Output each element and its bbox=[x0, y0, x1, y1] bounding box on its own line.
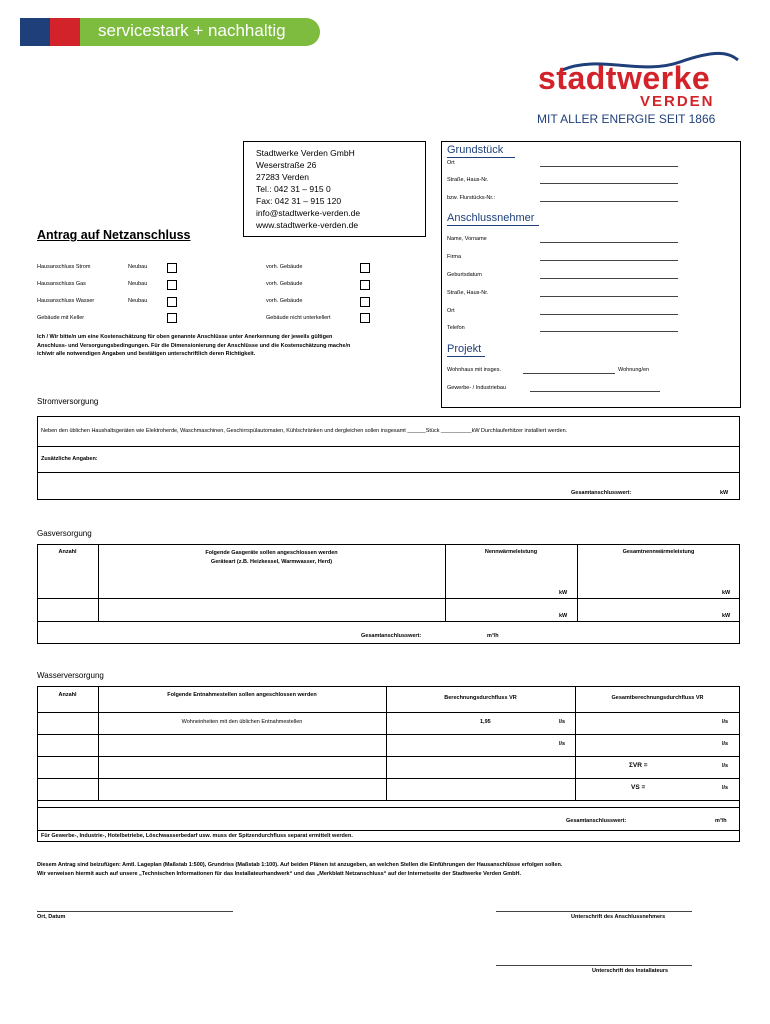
field-ort[interactable] bbox=[540, 166, 678, 167]
wasser-row1-text: Wohneinheiten mit den üblichen Entnahmestellen bbox=[181, 719, 303, 725]
logo-tagline: MIT ALLER ENERGIE SEIT 1866 bbox=[537, 112, 716, 126]
label-firma: Firma bbox=[447, 254, 462, 260]
address-box bbox=[243, 141, 426, 237]
label-nicht-unterkellert: Gebäude nicht unterkellert bbox=[266, 315, 331, 321]
wasser-sum-vr: ΣVR = bbox=[629, 762, 648, 769]
checkbox-wasser-vorh[interactable] bbox=[360, 297, 370, 307]
strom-row-divider bbox=[37, 446, 740, 447]
wasser-row-divider bbox=[37, 778, 740, 779]
field-geburtsdatum[interactable] bbox=[540, 278, 678, 279]
heading-underline bbox=[447, 356, 485, 357]
wasser-row-divider bbox=[37, 800, 740, 801]
wasser-row-divider bbox=[37, 830, 740, 831]
label-ort-an: Ort bbox=[447, 308, 455, 314]
label-strasse: Straße, Haus-Nr. bbox=[447, 177, 489, 183]
intro-text bbox=[37, 333, 350, 359]
intro-line: Ich / Wir bitte/n um eine Kostenschätzung für oben genannte Anschlüsse unter Anerkennung der jeweils gültigen bbox=[37, 334, 333, 340]
gas-row-divider bbox=[37, 621, 740, 622]
label-strom: Hausanschluss Strom bbox=[37, 264, 91, 270]
gas-row-divider bbox=[37, 598, 740, 599]
label-wohnhaus: Wohnhaus mit insges. bbox=[447, 367, 502, 373]
label-ort: Ort bbox=[447, 160, 455, 166]
gas-gesamt-label: Gesamtanschlusswert: bbox=[361, 633, 422, 639]
gas-heading: Gasversorgung bbox=[37, 529, 92, 538]
label-telefon: Telefon bbox=[447, 325, 465, 331]
label-strasse-an: Straße, Haus-Nr. bbox=[447, 290, 489, 296]
address-line: info@stadtwerke-verden.de bbox=[256, 208, 361, 218]
label-keller: Gebäude mit Keller bbox=[37, 315, 85, 321]
heading-underline bbox=[447, 157, 515, 158]
address-line: 27283 Verden bbox=[256, 172, 309, 182]
attachments-line: Diesem Antrag sind beizufügen: Amtl. Lageplan (Maßstab 1:500), Grundriss (Maßstab 1:100). Auf beiden Plänen ist anzugeben, an welchen Stellen die Einführungen der Hausanschlüsse erfolgen sollen. bbox=[37, 862, 563, 868]
attachments-note bbox=[37, 861, 562, 879]
gas-unit-kw: kW bbox=[559, 590, 568, 596]
logo-stadtwerke: stadtwerke bbox=[538, 60, 711, 96]
wasser-footnote: Für Gewerbe-, Industrie-, Hotelbetriebe, Löschwasserbedarf usw. muss der Spitzendurchfluss separat ermittelt werden. bbox=[41, 833, 353, 839]
gas-unit-kw: kW bbox=[722, 613, 731, 619]
wasser-row-divider bbox=[37, 734, 740, 735]
heading-underline bbox=[447, 225, 539, 226]
wasser-heading: Wasserversorgung bbox=[37, 671, 104, 680]
wasser-col-divider bbox=[98, 686, 99, 800]
strom-unit: kW bbox=[720, 490, 729, 496]
wasser-row-divider bbox=[37, 807, 740, 808]
label-gas: Hausanschluss Gas bbox=[37, 281, 86, 287]
gas-col-divider bbox=[445, 544, 446, 621]
projekt-heading: Projekt bbox=[447, 343, 482, 355]
label-ort-datum: Ort, Datum bbox=[37, 914, 66, 920]
wasser-col-divider bbox=[386, 686, 387, 800]
address-line: Fax: 042 31 – 915 120 bbox=[256, 196, 342, 206]
wasser-col-gesamt-vr: Gesamtberechnungsdurchfluss VR bbox=[611, 695, 704, 701]
gas-col-nenn: Nennwärmeleistung bbox=[484, 549, 538, 555]
logo-verden: VERDEN bbox=[640, 93, 715, 110]
address-line: Stadtwerke Verden GmbH bbox=[256, 148, 355, 158]
signature-line-ort-datum[interactable] bbox=[37, 911, 233, 912]
strom-gesamt-label: Gesamtanschlusswert: bbox=[571, 490, 632, 496]
checkbox-keller[interactable] bbox=[167, 313, 177, 323]
checkbox-strom-vorh[interactable] bbox=[360, 263, 370, 273]
field-strasse-an[interactable] bbox=[540, 296, 678, 297]
label-neubau: Neubau bbox=[128, 264, 148, 270]
label-vorh: vorh. Gebäude bbox=[266, 264, 303, 270]
label-neubau: Neubau bbox=[128, 298, 148, 304]
gas-col-geraete bbox=[98, 549, 445, 567]
gas-col-geraete-line1: Folgende Gasgeräte sollen angeschlossen werden bbox=[205, 550, 338, 556]
gas-unit-kw: kW bbox=[722, 590, 731, 596]
label-wohnungen: Wohnung/en bbox=[618, 367, 650, 373]
field-wohnungen[interactable] bbox=[523, 373, 615, 374]
strom-zusatz-label: Zusätzliche Angaben: bbox=[41, 456, 98, 462]
wasser-row-divider bbox=[37, 756, 740, 757]
field-firma[interactable] bbox=[540, 260, 678, 261]
wasser-col-vr: Berechnungsdurchfluss VR bbox=[444, 695, 517, 701]
wasser-unit-ls: l/s bbox=[722, 763, 729, 769]
gas-unit-m3: m³/h bbox=[487, 633, 499, 639]
gas-col-gesamt: Gesamtnennwärmeleistung bbox=[622, 549, 695, 555]
wasser-unit-ls: l/s bbox=[559, 719, 566, 725]
strom-text: Neben den üblichen Haushaltsgeräten wie Elektroherde, Waschmaschinen, Geschirrspülautomaten, Kühlschränken und dergleichen sollen insgesamt ______Stück __________kW Durchlauferhitzer installiert werden. bbox=[41, 428, 568, 434]
checkbox-wasser-neubau[interactable] bbox=[167, 297, 177, 307]
strom-row-divider bbox=[37, 472, 740, 473]
wasser-row-divider bbox=[37, 712, 740, 713]
gas-col-geraete-line2: Geräteart (z.B. Heizkessel, Warmwasser, Herd) bbox=[210, 559, 333, 565]
checkbox-strom-neubau[interactable] bbox=[167, 263, 177, 273]
page-title: Antrag auf Netzanschluss bbox=[37, 228, 191, 242]
wasser-unit-m3: m³/h bbox=[715, 818, 727, 824]
field-strasse[interactable] bbox=[540, 183, 678, 184]
wasser-unit-ls: l/s bbox=[722, 785, 729, 791]
label-gewerbe: Gewerbe- / Industriebau bbox=[447, 385, 507, 391]
checkbox-gas-neubau[interactable] bbox=[167, 280, 177, 290]
field-gewerbe[interactable] bbox=[530, 391, 660, 392]
banner-blue-block bbox=[20, 18, 50, 46]
field-name[interactable] bbox=[540, 242, 678, 243]
grundstueck-heading: Grundstück bbox=[447, 144, 504, 156]
anschlussnehmer-heading: Anschlussnehmer bbox=[447, 212, 535, 224]
wasser-vs: VS = bbox=[631, 784, 646, 791]
address-line: Weserstraße 26 bbox=[256, 160, 317, 170]
wasser-col-anzahl: Anzahl bbox=[58, 692, 77, 698]
label-wasser: Hausanschluss Wasser bbox=[37, 298, 95, 304]
gas-col-anzahl: Anzahl bbox=[58, 549, 77, 555]
wasser-col-divider bbox=[575, 686, 576, 800]
field-ort-an[interactable] bbox=[540, 314, 678, 315]
wasser-col-entnahme: Folgende Entnahmestellen sollen angeschlossen werden bbox=[167, 692, 317, 698]
signature-line-anschlussnehmer[interactable] bbox=[496, 911, 692, 912]
gas-col-divider bbox=[577, 544, 578, 621]
label-unterschrift-installateur: Unterschrift des Installateurs bbox=[592, 968, 669, 974]
banner-red-block bbox=[50, 18, 80, 46]
label-vorh: vorh. Gebäude bbox=[266, 298, 303, 304]
checkbox-gas-vorh[interactable] bbox=[360, 280, 370, 290]
label-unterschrift-anschlussnehmer: Unterschrift des Anschlussnehmers bbox=[571, 914, 666, 920]
checkbox-nicht-unterkellert[interactable] bbox=[360, 313, 370, 323]
wasser-unit-ls: l/s bbox=[559, 741, 566, 747]
field-telefon[interactable] bbox=[540, 331, 678, 332]
strom-heading: Stromversorgung bbox=[37, 397, 99, 406]
banner-text: servicestark + nachhaltig bbox=[98, 21, 286, 40]
label-geburtsdatum: Geburtsdatum bbox=[447, 272, 482, 278]
gas-unit-kw: kW bbox=[559, 613, 568, 619]
label-flurstueck: bzw. Flurstücks-Nr.: bbox=[447, 195, 495, 201]
intro-line: ich/wir alle notwendigen Angaben und bestätigen unterschriftlich deren Richtigkeit. bbox=[37, 351, 256, 357]
attachments-line: Wir verweisen hiermit auch auf unsere „Technischen Informationen für das Installateurhandwerk“ und das „Merkblatt Netzanschluss“ auf der Internetseite der Stadtwerke Verden GmbH. bbox=[37, 871, 521, 877]
field-flurstueck[interactable] bbox=[540, 201, 678, 202]
address-line: Tel.: 042 31 – 915 0 bbox=[256, 184, 331, 194]
address-line: www.stadtwerke-verden.de bbox=[256, 220, 359, 230]
wasser-unit-ls: l/s bbox=[722, 719, 729, 725]
wasser-gesamt-label: Gesamtanschlusswert: bbox=[566, 818, 627, 824]
wasser-row1-value: 1,95 bbox=[480, 719, 491, 725]
wasser-unit-ls: l/s bbox=[722, 741, 729, 747]
label-name: Name, Vorname bbox=[447, 236, 487, 242]
label-vorh: vorh. Gebäude bbox=[266, 281, 303, 287]
signature-line-installateur[interactable] bbox=[496, 965, 692, 966]
intro-line: Anschluss- und Versorgungsbedingungen. Für die Dimensionierung der Anschlüsse und die Kostenschätzung mache/n bbox=[37, 342, 351, 349]
label-neubau: Neubau bbox=[128, 281, 148, 287]
